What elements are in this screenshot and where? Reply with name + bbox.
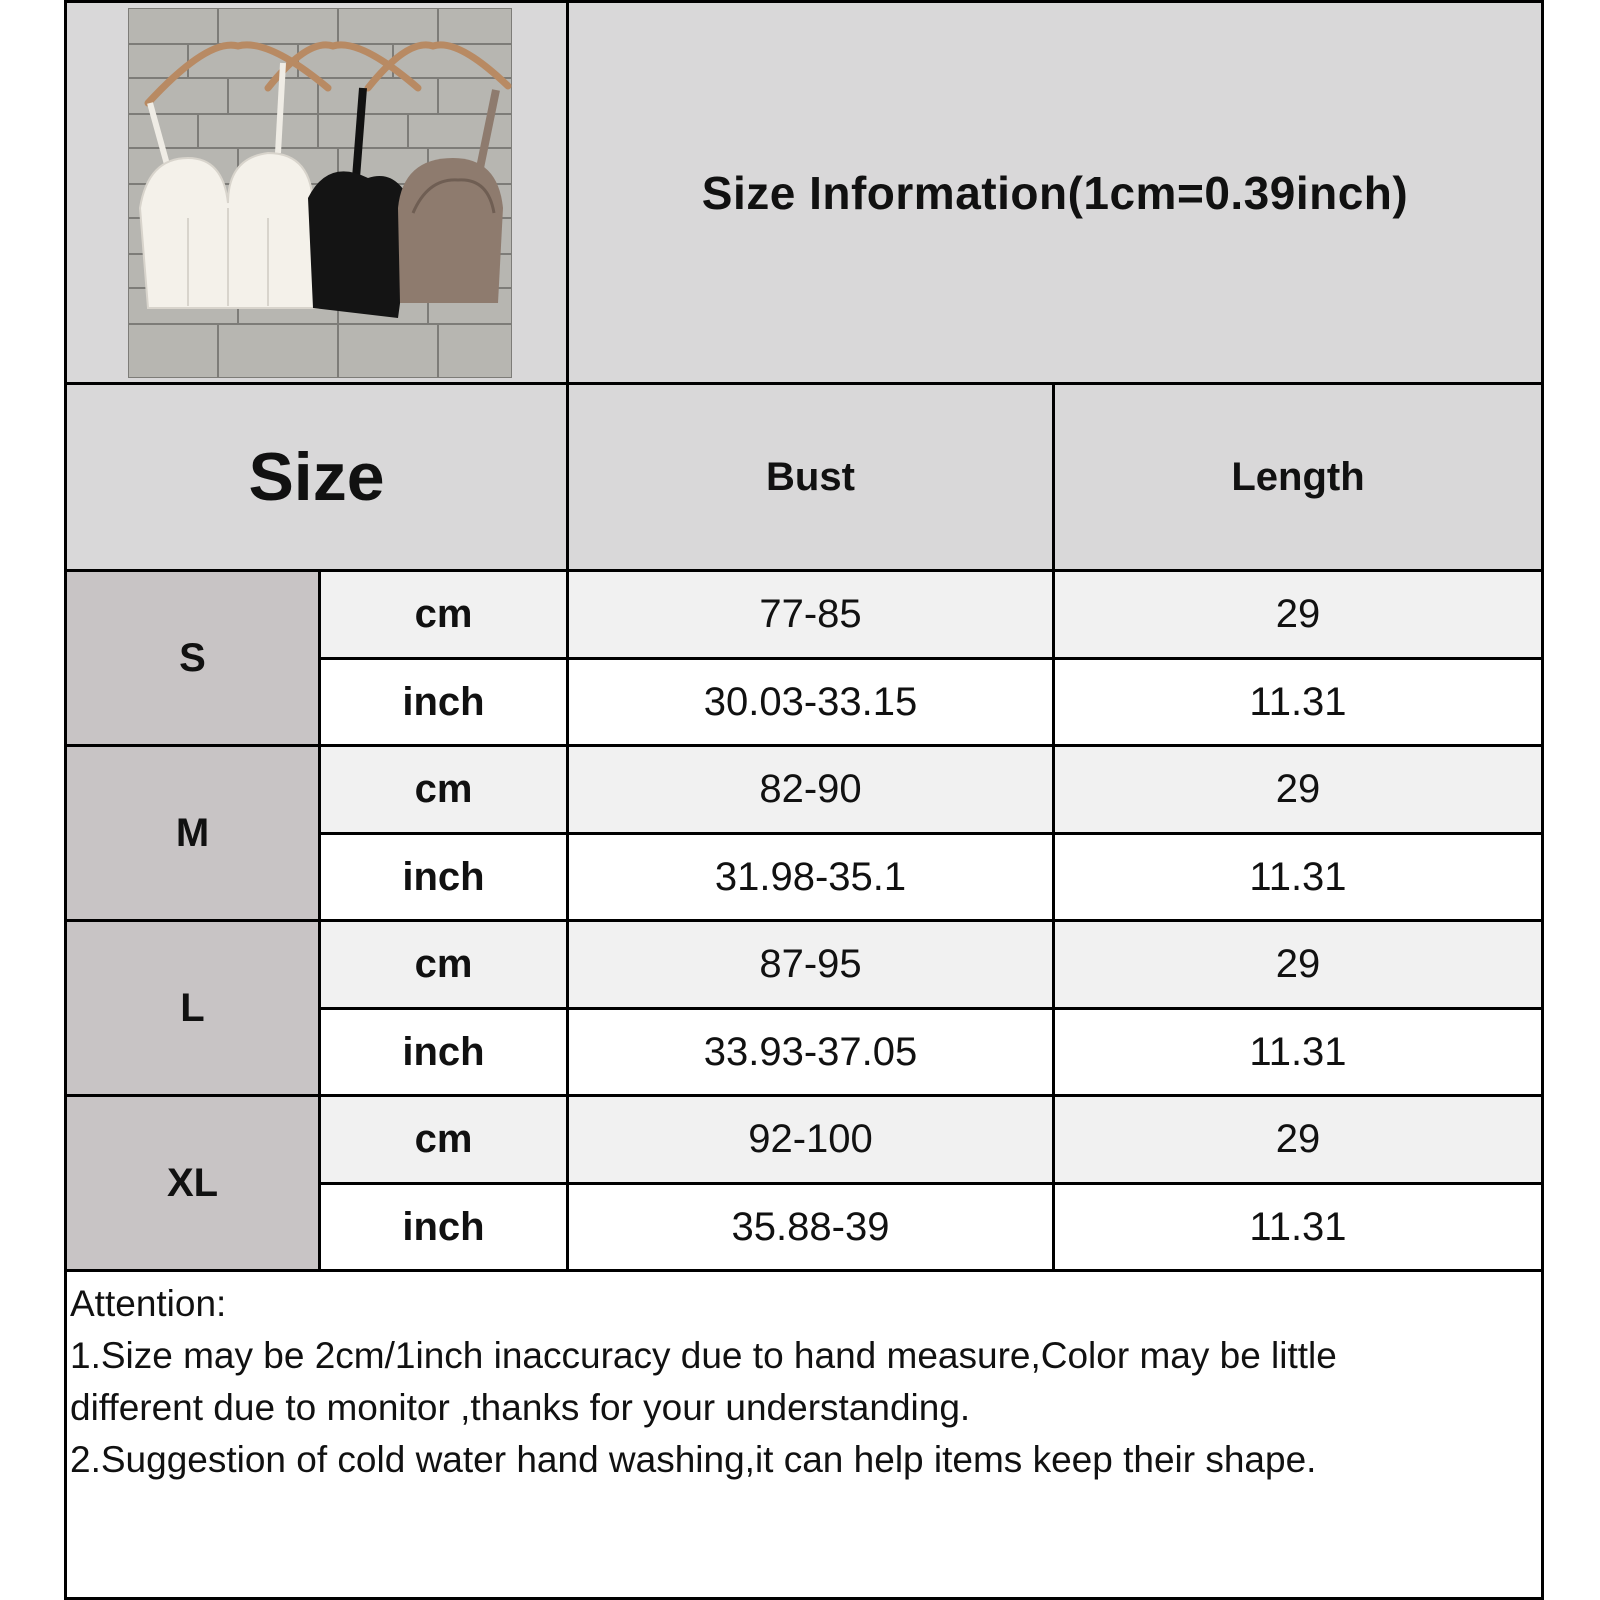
size-column-header: Size <box>64 382 569 572</box>
length-value: 29 <box>1052 569 1544 660</box>
bust-value: 82-90 <box>566 744 1055 835</box>
unit-label-cm: cm <box>318 569 569 660</box>
unit-label-inch: inch <box>318 1007 569 1097</box>
size-info-title: Size Information(1cm=0.39inch) <box>566 0 1544 385</box>
unit-label-cm: cm <box>318 919 569 1010</box>
bust-column-header: Bust <box>566 382 1055 572</box>
length-value: 11.31 <box>1052 1182 1544 1272</box>
bust-value: 87-95 <box>566 919 1055 1010</box>
size-label-l: L <box>64 919 321 1097</box>
note-line: different due to monitor ,thanks for your understanding. <box>70 1387 971 1428</box>
length-value: 11.31 <box>1052 1007 1544 1097</box>
length-value: 29 <box>1052 919 1544 1010</box>
attention-notes <box>70 1278 1530 1486</box>
note-line: 2.Suggestion of cold water hand washing,it can help items keep their shape. <box>70 1439 1317 1480</box>
size-label-s: S <box>64 569 321 747</box>
length-value: 11.31 <box>1052 832 1544 922</box>
bust-value: 35.88-39 <box>566 1182 1055 1272</box>
unit-label-cm: cm <box>318 744 569 835</box>
unit-label-inch: inch <box>318 832 569 922</box>
unit-label-cm: cm <box>318 1094 569 1185</box>
attention-heading: Attention: <box>70 1283 227 1324</box>
product-photo-icon <box>128 8 512 378</box>
length-column-header: Length <box>1052 382 1544 572</box>
length-value: 29 <box>1052 744 1544 835</box>
length-value: 29 <box>1052 1094 1544 1185</box>
length-value: 11.31 <box>1052 657 1544 747</box>
bust-value: 31.98-35.1 <box>566 832 1055 922</box>
unit-label-inch: inch <box>318 657 569 747</box>
size-label-xl: XL <box>64 1094 321 1272</box>
bust-value: 33.93-37.05 <box>566 1007 1055 1097</box>
bust-value: 30.03-33.15 <box>566 657 1055 747</box>
note-line: 1.Size may be 2cm/1inch inaccuracy due to hand measure,Color may be little <box>70 1335 1337 1376</box>
unit-label-inch: inch <box>318 1182 569 1272</box>
bust-value: 92-100 <box>566 1094 1055 1185</box>
size-label-m: M <box>64 744 321 922</box>
bust-value: 77-85 <box>566 569 1055 660</box>
